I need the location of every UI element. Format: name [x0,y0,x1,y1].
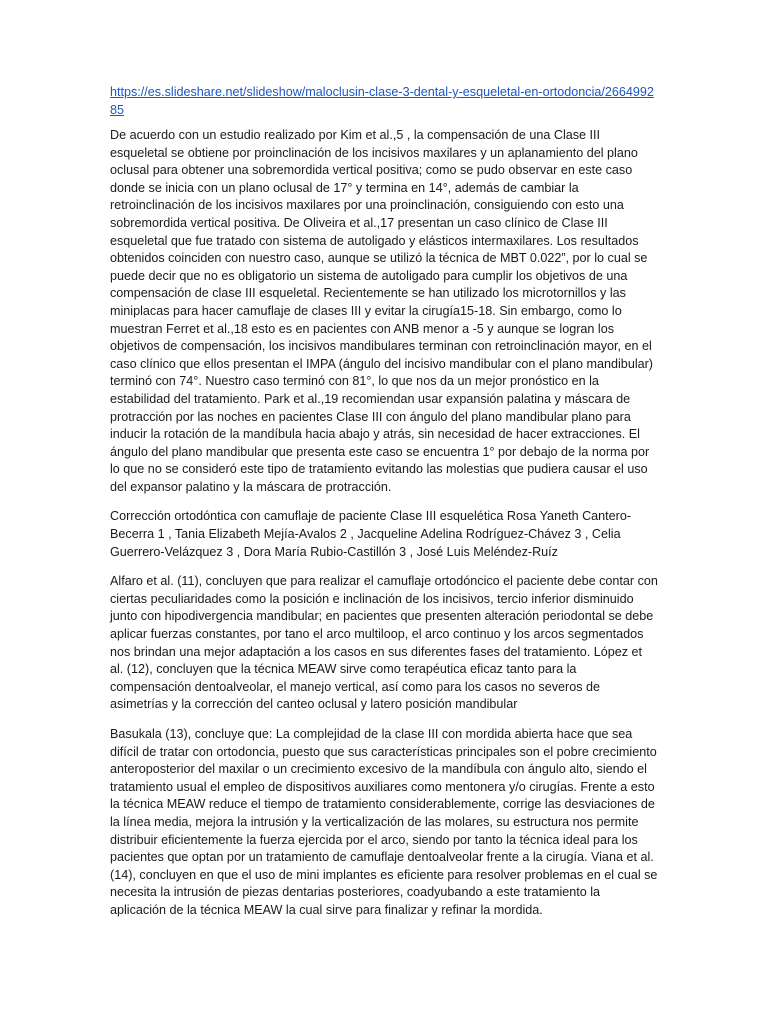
paragraph-alfaro-lopez: Alfaro et al. (11), concluyen que para realizar el camuflaje ortodóncico el paciente debe contar con ciertas peculiaridades como la posición e inclinación de los incisivos, tercio inferior disminuido junto con hipodivergencia mandibular; en pacientes que presenten alteración periodontal se debe aplicar fuerzas constantes, por tano el arco multiloop, el arco continuo y los arcos segmentados nos brindan una mejor adaptación a los casos en sus diferentes fases del tratamiento. López et al. (12), concluyen que la técnica MEAW sirve como terapéutica eficaz tanto para la compensación dentoalveolar, el manejo vertical, así como para los casos no severos de asimetrías y la corrección del canteo oclusal y latero posición mandibular [110,574,658,712]
paragraph-kim-compensation: De acuerdo con un estudio realizado por Kim et al.,5 , la compensación de una Clase III esqueletal se obtiene por proinclinación de los incisivos maxilares y un aplanamiento del plano oclusal para obtener una sobremordida vertical positiva; como se pudo observar en este caso donde se inicia con un plano oclusal de 17° y termina en 14°, además de cambiar la retroinclinación de los incisivos maxilares por una proinclinación, consiguiendo con esto una sobremordida vertical positiva. De Oliveira et al.,17 presentan un caso clínico de Clase III esqueletal que fue tratado con sistema de autoligado y elásticos intermaxilares. Los resultados obtenidos coinciden con nuestro caso, aunque se utilizó la técnica de MBT 0.022”, por lo cual se puede decir que no es obligatorio un sistema de autoligado para cumplir los objetivos de una compensación de clase III esqueletal. Recientemente se han utilizado los microtornillos y las miniplacas para hacer camuflaje de clases III y evitar la cirugía15-18. Sin embargo, como lo muestran Ferret et al.,18 esto es en pacientes con ANB menor a -5 y aunque se logran los objetivos de compensación, los incisivos mandibulares terminan con retroinclinación mayor, en el caso clínico que ellos presentan el IMPA (ángulo del incisivo mandibular con el plano mandibular) terminó con 74°. Nuestro caso terminó con 81°, lo que nos da un mejor pronóstico en la estabilidad del tratamiento. Park et al.,19 recomiendan usar expansión palatina y máscara de protracción por las noches en pacientes Clase III con ángulo del plano mandibular plano para inducir la rotación de la mandíbula hacia abajo y atrás, sin necesidad de hacer extracciones. El ángulo del plano mandibular que presenta este caso se encuentra 1° por debajo de la norma por lo que no se consideró este tipo de tratamiento evitando las molestias que pudiera causar el uso del expansor palatino y la máscara de protracción. [110,128,654,494]
slideshare-link[interactable]: https://es.slideshare.net/slideshow/maloclusin-clase-3-dental-y-esqueletal-en-ortodoncia/266499285 [110,85,654,117]
paragraph-basukala-viana: Basukala (13), concluye que: La complejidad de la clase III con mordida abierta hace que sea difícil de tratar con ortodoncia, puesto que sus características principales son el pobre crecimiento anteroposterior del maxilar o un crecimiento excesivo de la mandíbula con ángulo alto, siendo el tratamiento usual el empleo de dispositivos auxiliares como mentonera y/o cirugías. Frente a esto la técnica MEAW reduce el tiempo de tratamiento considerablemente, corrige las desviaciones de la línea media, mejora la intrusión y la verticalización de las molares, su estructura nos permite distribuir eficientemente la fuerza ejercida por el arco, siendo por tanto la técnica ideal para los pacientes que optan por un tratamiento de camuflaje dentoalveolar frente a la cirugía. Viana et al. (14), concluyen en que el uso de mini implantes es eficiente para resolver problemas en el cual se necesita la intrusión de piezas dentarias posteriores, coadyubando a este tratamiento la aplicación de la técnica MEAW la cual sirve para finalizar y refinar la mordida. [110,727,658,917]
document-page [110,83,658,932]
paragraph-citation-authors: Corrección ortodóntica con camuflaje de paciente Clase III esquelética Rosa Yaneth Cantero-Becerra 1 , Tania Elizabeth Mejía-Avalos 2 , Jacqueline Adelina Rodríguez-Chávez 3 , Celia Guerrero-Velázquez 3 , Dora María Rubio-Castillón 3 , José Luis Meléndez-Ruíz [110,509,632,559]
